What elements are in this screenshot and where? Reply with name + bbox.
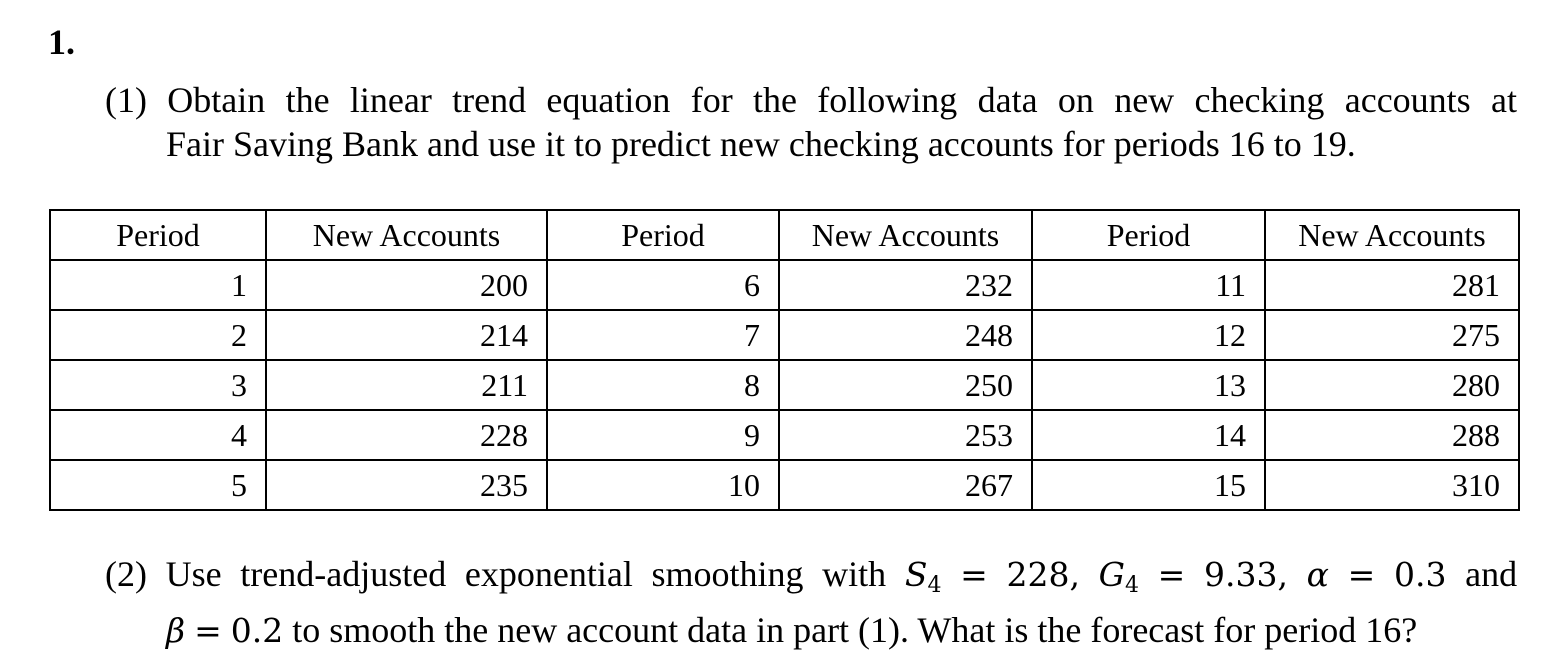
table-cell: 14 (1032, 410, 1265, 460)
table-cell: 288 (1265, 410, 1519, 460)
part1-line1: (1) Obtain the linear trend equation for the following data on new checking accounts at (105, 80, 1517, 120)
table-cell: 280 (1265, 360, 1519, 410)
table-cell: 281 (1265, 260, 1519, 310)
table-cell: 235 (266, 460, 547, 510)
header-period-3: Period (1032, 210, 1265, 260)
table-cell: 11 (1032, 260, 1265, 310)
part1-line2: Fair Saving Bank and use it to predict new checking accounts for periods 16 to 19. (166, 124, 1356, 164)
table-cell: 8 (547, 360, 779, 410)
question-number: 1. (48, 22, 75, 62)
g-symbol: $G_4$ (1098, 555, 1139, 598)
alpha-value: 0.3 (1393, 555, 1447, 594)
table-cell: 13 (1032, 360, 1265, 410)
table-cell: 7 (547, 310, 779, 360)
table-cell: 275 (1265, 310, 1519, 360)
g-value: 9.33, (1204, 555, 1288, 594)
table-cell: 253 (779, 410, 1032, 460)
s-value: 228, (1006, 555, 1080, 594)
part2-line2: β = 0.2 to smooth the new account data in part (1). What is the forecast for period 16? (166, 610, 1418, 650)
header-period-2: Period (547, 210, 779, 260)
table-row (50, 410, 1519, 460)
table-row (50, 310, 1519, 360)
header-new-accounts-3: New Accounts (1265, 210, 1519, 260)
header-new-accounts-2: New Accounts (779, 210, 1032, 260)
table-cell: 214 (266, 310, 547, 360)
part2-text (105, 552, 1517, 653)
header-new-accounts-1: New Accounts (266, 210, 547, 260)
table-cell: 250 (779, 360, 1032, 410)
table-cell: 15 (1032, 460, 1265, 510)
alpha-symbol: α (1306, 555, 1329, 594)
table-cell: 1 (50, 260, 266, 310)
table-cell: 248 (779, 310, 1032, 360)
table-row (50, 260, 1519, 310)
table-cell: 2 (50, 310, 266, 360)
table-cell: 228 (266, 410, 547, 460)
table-cell: 12 (1032, 310, 1265, 360)
table-cell: 267 (779, 460, 1032, 510)
table-cell: 200 (266, 260, 547, 310)
s-symbol: $S_4$ (904, 555, 942, 598)
and-text: and (1465, 554, 1518, 594)
beta-value: 0.2 (230, 611, 284, 650)
table-cell: 310 (1265, 460, 1519, 510)
header-period-1: Period (50, 210, 266, 260)
table-header-row (50, 210, 1519, 260)
table-row (50, 460, 1519, 510)
table-row (50, 360, 1519, 410)
table-cell: 4 (50, 410, 266, 460)
table-cell: 6 (547, 260, 779, 310)
accounts-table (49, 209, 1520, 511)
part2-prefix: (2) Use trend-adjusted exponential smoothing with (105, 554, 887, 594)
table-cell: 211 (266, 360, 547, 410)
part2-line1: (2) Use trend-adjusted exponential smoothing with $S_4 = 228$, $G_4 = 9.33$, α = 0.3 and (105, 554, 1518, 598)
table-cell: 3 (50, 360, 266, 410)
table-cell: 10 (547, 460, 779, 510)
table-cell: 5 (50, 460, 266, 510)
table-cell: 232 (779, 260, 1032, 310)
beta-symbol: β (166, 611, 186, 650)
table-cell: 9 (547, 410, 779, 460)
part2-suffix: to smooth the new account data in part (1). What is the forecast for period 16? (292, 610, 1418, 650)
part1-text (105, 78, 1517, 166)
